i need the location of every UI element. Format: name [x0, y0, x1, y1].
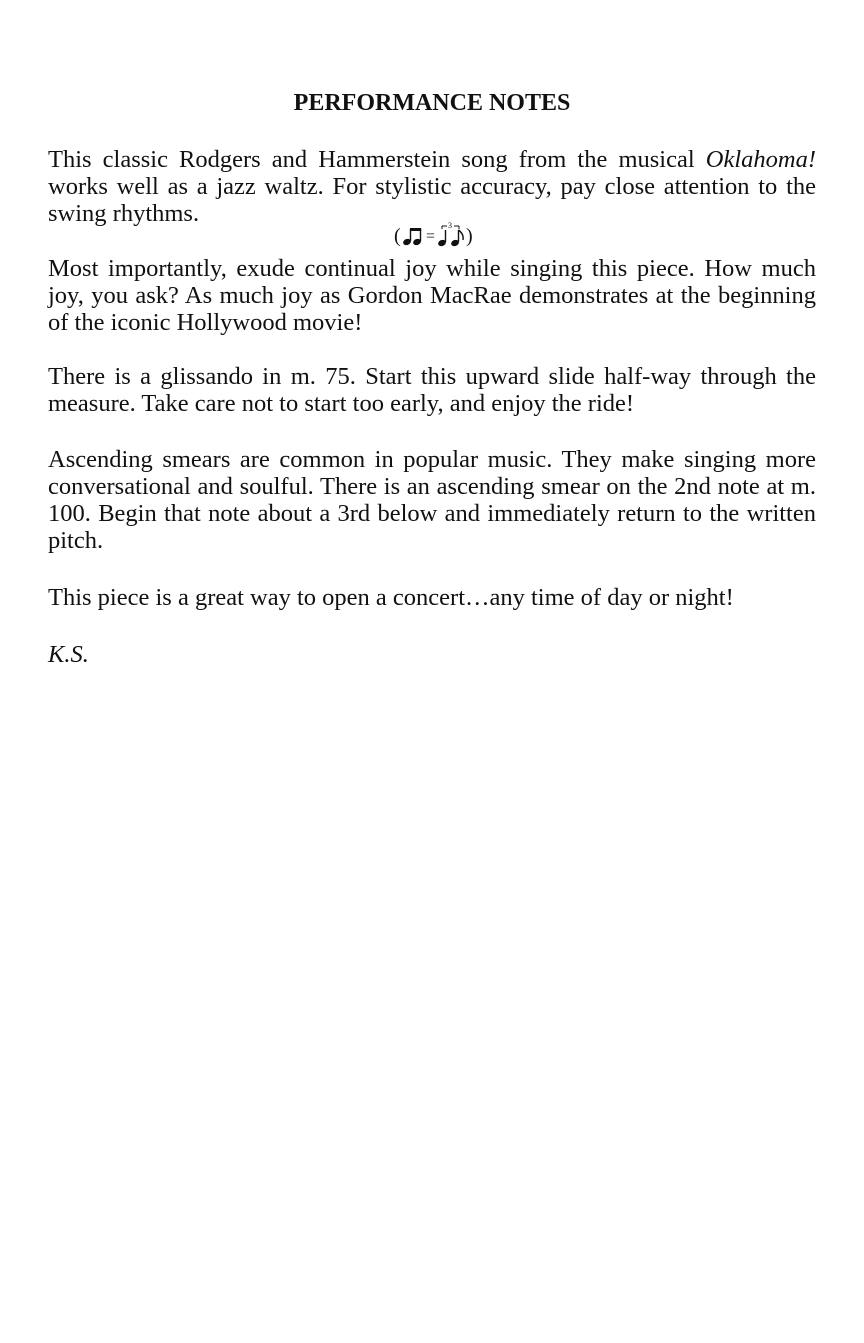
triplet-bracket-icon: [442, 221, 459, 230]
intro-text-end: works well as a jazz waltz. For stylistic accuracy, pay close attention to the swing rhythms.: [48, 173, 816, 227]
signature: K.S.: [48, 641, 89, 668]
swing-close-paren: ): [466, 225, 473, 247]
swing-rhythm-notation: [388, 216, 488, 250]
paragraph-smears: Ascending smears are common in popular music. They make singing more conversational and soulful. There is an ascending smear on the 2nd note at m. 100. Begin that note about a 3rd below and immediately return to the written pitch.: [48, 446, 816, 554]
swing-open-paren: (: [394, 225, 401, 247]
eighth-note-icon: [450, 230, 463, 247]
paragraph-closing: This piece is a great way to open a concert…any time of day or night!: [48, 584, 734, 611]
paragraph-intro: [48, 146, 816, 227]
beamed-eighths-icon: [402, 228, 422, 246]
triplet-number: 3: [448, 221, 452, 230]
paragraph-glissando: There is a glissando in m. 75. Start this upward slide half-way through the measure. Take care not to start too early, and enjoy the ride!: [48, 363, 816, 417]
musical-title: Oklahoma!: [705, 146, 816, 173]
swing-equals: =: [426, 228, 436, 245]
paragraph-joy: Most importantly, exude continual joy while singing this piece. How much joy, you ask? As much joy as Gordon MacRae demonstrates at the beginning of the iconic Hollywood movie!: [48, 255, 816, 336]
quarter-note-icon: [437, 230, 447, 247]
page-title: PERFORMANCE NOTES: [293, 90, 571, 116]
intro-text-start: This classic Rodgers and Hammerstein song from the musical: [48, 146, 706, 173]
